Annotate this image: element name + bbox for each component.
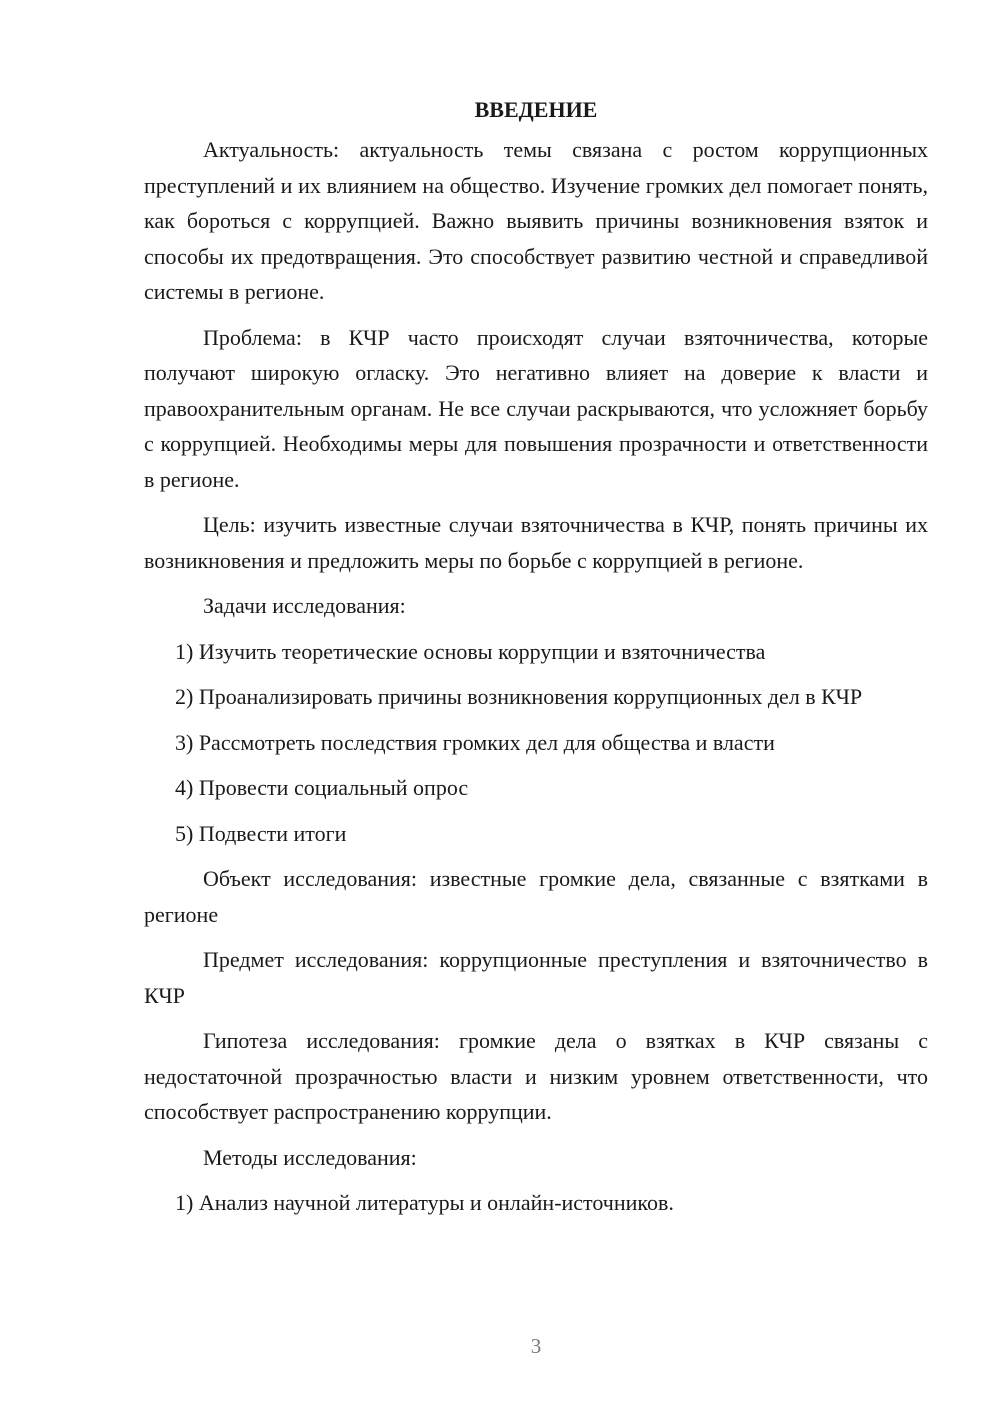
method-item: 1) Анализ научной литературы и онлайн-источников. [175,1190,674,1215]
task-item: 2) Проанализировать причины возникновения коррупционных дел в КЧР [175,684,863,709]
tasks-title: Задачи исследования: [203,593,406,618]
page-number: 3 [530,1334,542,1358]
methods-title: Методы исследования: [203,1144,417,1170]
problem-paragraph: Проблема: в КЧР часто происходят случаи взяточничества, которые получают широкую огласку. Это негативно влияет на доверие к власти и правоохранительным органам. Не все случаи раскрываются, что усложняет борьбу с коррупцией. Необходимы меры для повышения прозрачности и ответственности в регионе. [144,324,928,492]
task-item: 3) Рассмотреть последствия громких дел для общества и власти [175,729,775,755]
hypothesis-paragraph: Гипотеза исследования: громкие дела о взятках в КЧР связаны с недостаточной прозрачностью власти и низким уровнем ответственности, что способствует распространению коррупции. [144,1028,928,1124]
subject-paragraph: Предмет исследования: коррупционные преступления и взяточничество в КЧР [144,947,928,1008]
section-heading: ВВЕДЕНИЕ [474,97,598,122]
document-page [144,96,928,1231]
task-item: 1) Изучить теоретические основы коррупции и взяточничества [175,638,766,664]
task-item: 5) Подвести итоги [175,820,347,846]
goal-paragraph: Цель: изучить известные случаи взяточничества в КЧР, понять причины их возникновения и предложить меры по борьбе с коррупцией в регионе. [144,512,928,573]
task-item: 4) Провести социальный опрос [175,775,469,800]
object-paragraph: Объект исследования: известные громкие дела, связанные с взятками в регионе [144,866,928,927]
relevance-paragraph: Актуальность: актуальность темы связана с ростом коррупционных преступлений и их влиянием на общество. Изучение громких дел помогает понять, как бороться с коррупцией. Важно выявить причины возникновения взяток и способы их предотвращения. Это способствует развитию честной и справедливой системы в регионе. [144,137,928,304]
